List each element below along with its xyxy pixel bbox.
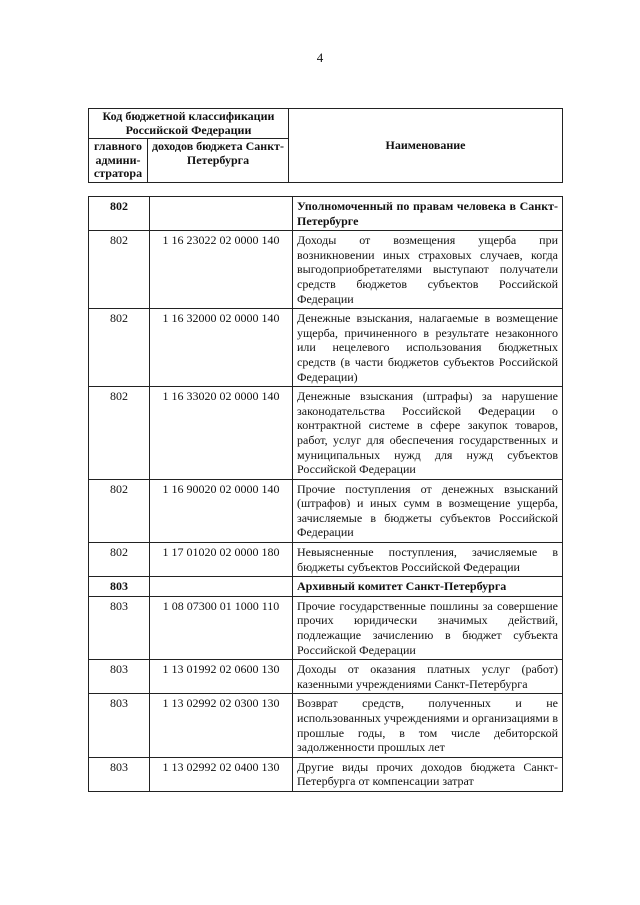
table-header <box>88 108 563 183</box>
name-cell: Денежные взыскания, налагаемые в возмещение ущерба, причиненного в результате незаконного или нецелевого использования бюджетных средств (в части бюджетов субъектов Российской Федерации) <box>293 309 563 387</box>
admin-code-cell: 803 <box>89 694 150 757</box>
income-code-cell: 1 17 01020 02 0000 180 <box>150 543 293 577</box>
name-cell: Возврат средств, полученных и не использованных учреждениями и организациями в прошлые годы, в том числе дебиторской задолженности прошлых лет <box>293 694 563 757</box>
admin-code-cell: 803 <box>89 596 150 659</box>
income-code-cell: 1 16 32000 02 0000 140 <box>150 309 293 387</box>
table-body <box>89 197 563 792</box>
admin-code-cell: 803 <box>89 757 150 791</box>
income-code-cell <box>150 197 293 231</box>
admin-code-cell: 802 <box>89 543 150 577</box>
name-cell: Другие виды прочих доходов бюджета Санкт-Петербурга от компенсации затрат <box>293 757 563 791</box>
income-code-cell: 1 16 23022 02 0000 140 <box>150 231 293 309</box>
header-income: доходов бюджета Санкт-Петербурга <box>148 139 289 183</box>
page-number: 4 <box>316 50 324 65</box>
admin-code-cell: 802 <box>89 231 150 309</box>
group-row <box>89 577 563 597</box>
income-code-cell: 1 13 02992 02 0400 130 <box>150 757 293 791</box>
header-code-group: Код бюджетной классификации Российской Федерации <box>89 109 289 139</box>
income-code-cell: 1 08 07300 01 1000 110 <box>150 596 293 659</box>
name-cell: Архивный комитет Санкт-Петербурга <box>293 577 563 597</box>
table-row <box>89 757 563 791</box>
table-row <box>89 387 563 480</box>
table-row <box>89 543 563 577</box>
admin-code-cell: 802 <box>89 387 150 480</box>
income-code-cell: 1 16 33020 02 0000 140 <box>150 387 293 480</box>
table-row <box>89 309 563 387</box>
budget-code-table <box>88 196 563 792</box>
name-cell: Уполномоченный по правам человека в Санкт-Петербурге <box>293 197 563 231</box>
table-row <box>89 231 563 309</box>
income-code-cell: 1 16 90020 02 0000 140 <box>150 479 293 542</box>
admin-code-cell: 802 <box>89 197 150 231</box>
name-cell: Доходы от возмещения ущерба при возникновении иных страховых случаев, когда выгодоприобретателями выступают получатели средств бюджетов субъектов Российской Федерации <box>293 231 563 309</box>
admin-code-cell: 803 <box>89 660 150 694</box>
table-row <box>89 660 563 694</box>
table-row <box>89 694 563 757</box>
table-row <box>89 479 563 542</box>
header-name: Наименование <box>289 109 563 183</box>
admin-code-cell: 802 <box>89 479 150 542</box>
group-row <box>89 197 563 231</box>
name-cell: Доходы от оказания платных услуг (работ) казенными учреждениями Санкт-Петербурга <box>293 660 563 694</box>
name-cell: Прочие государственные пошлины за совершение прочих юридически значимых действий, подлежащие зачислению в бюджет субъекта Российской Федерации <box>293 596 563 659</box>
name-cell: Денежные взыскания (штрафы) за нарушение законодательства Российской Федерации о контрактной системе в сфере закупок товаров, работ, услуг для обеспечения государственных и муниципальных нужд для нужд субъектов Российской Федерации <box>293 387 563 480</box>
income-code-cell: 1 13 02992 02 0300 130 <box>150 694 293 757</box>
table-row <box>89 596 563 659</box>
income-code-cell <box>150 577 293 597</box>
admin-code-cell: 802 <box>89 309 150 387</box>
income-code-cell: 1 13 01992 02 0600 130 <box>150 660 293 694</box>
admin-code-cell: 803 <box>89 577 150 597</box>
name-cell: Невыясненные поступления, зачисляемые в бюджеты субъектов Российской Федерации <box>293 543 563 577</box>
name-cell: Прочие поступления от денежных взысканий (штрафов) и иных сумм в возмещение ущерба, зачисляемые в бюджеты субъектов Российской Федерации <box>293 479 563 542</box>
header-admin: главного админи-стратора <box>89 139 148 183</box>
